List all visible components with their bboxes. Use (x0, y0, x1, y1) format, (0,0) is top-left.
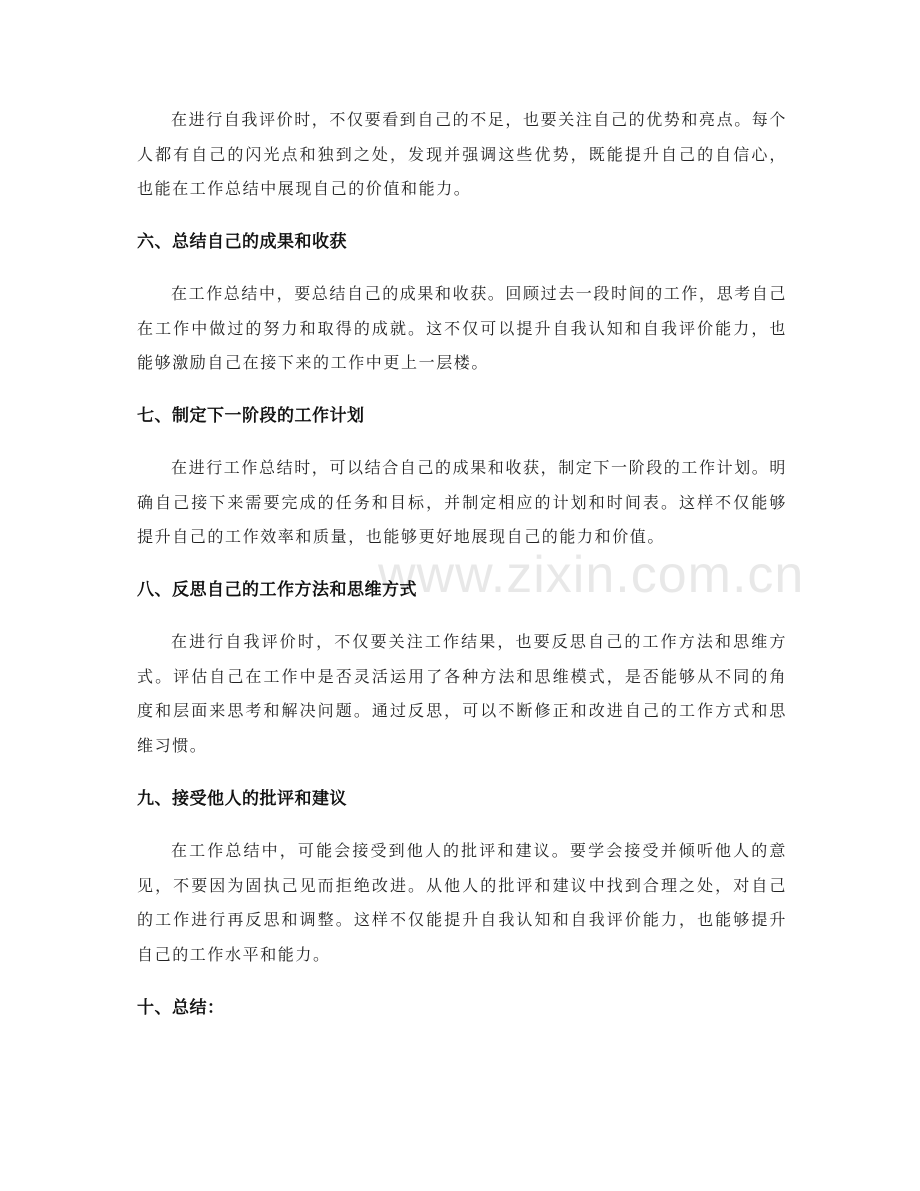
section-heading-9 (137, 787, 787, 811)
section-heading-10 (137, 996, 787, 1020)
section-heading-6 (137, 230, 787, 254)
heading-text: 十、总结： (137, 998, 225, 1018)
paragraph-text: 在进行自我评价时，不仅要看到自己的不足，也要关注自己的优势和亮点。每个人都有自己的闪光点和独到之处，发现并强调这些优势，既能提升自己的自信心，也能在工作总结中展现自己的价值和能力。 (137, 110, 788, 198)
paragraph-feedback (137, 834, 787, 972)
paragraph-self-evaluation (137, 103, 787, 207)
paragraph-text: 在工作总结中，要总结自己的成果和收获。回顾过去一段时间的工作，思考自己在工作中做过的努力和取得的成就。这不仅可以提升自我认知和自我评价能力，也能够激励自己在接下来的工作中更上一层楼。 (137, 284, 788, 372)
watermark: www.zixin.com.cn (378, 546, 805, 604)
heading-text: 八、反思自己的工作方法和思维方式 (137, 580, 417, 600)
heading-text: 九、接受他人的批评和建议 (137, 789, 347, 809)
paragraph-text: 在进行自我评价时，不仅要关注工作结果，也要反思自己的工作方法和思维方式。评估自己在工作中是否灵活运用了各种方法和思维模式，是否能够从不同的角度和层面来思考和解决问题。通过反思，可以不断修正和改进自己的工作方式和思维习惯。 (137, 632, 787, 755)
section-heading-8 (137, 578, 787, 602)
paragraph-achievements (137, 277, 787, 381)
paragraph-next-plan (137, 451, 787, 555)
section-heading-7 (137, 404, 787, 428)
paragraph-text: 在工作总结中，可能会接受到他人的批评和建议。要学会接受并倾听他人的意见，不要因为固执己见而拒绝改进。从他人的批评和建议中找到合理之处，对自己的工作进行再反思和调整。这样不仅能提升自我认知和自我评价能力，也能够提升自己的工作水平和能力。 (137, 841, 787, 964)
heading-text: 六、总结自己的成果和收获 (137, 232, 347, 252)
heading-text: 七、制定下一阶段的工作计划 (137, 406, 365, 426)
paragraph-reflection (137, 625, 787, 763)
paragraph-text: 在进行工作总结时，可以结合自己的成果和收获，制定下一阶段的工作计划。明确自己接下来需要完成的任务和目标，并制定相应的计划和时间表。这样不仅能够提升自己的工作效率和质量，也能够更好地展现自己的能力和价值。 (137, 458, 788, 546)
